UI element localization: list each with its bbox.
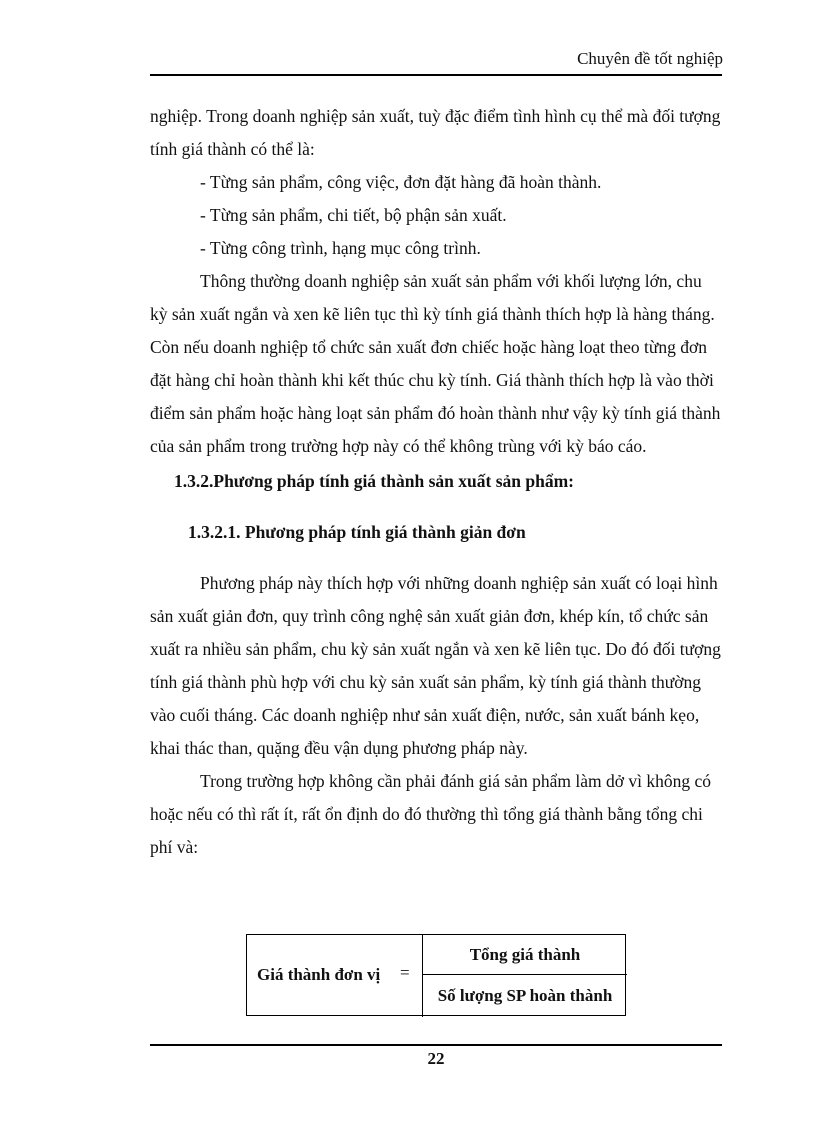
formula-denominator: Số lượng SP hoàn thành — [437, 986, 613, 1005]
subsection-heading: 1.3.2.1. Phương pháp tính giá thành giản đơn — [188, 522, 526, 542]
list-item: - Từng công trình, hạng mục công trình. — [200, 238, 481, 258]
running-header-title: Chuyên đề tốt nghiệp — [577, 49, 723, 68]
unit-cost-formula — [246, 934, 626, 1016]
paragraph-method: Phương pháp này thích hợp với những doanh nghiệp sản xuất có loại hình sản xuất giản đơn, quy trình công nghệ sản xuất giản đơn, khép kín, tổ chức sản xuất ra nhiều sản phẩm, chu kỳ sản xuất ngắn và xen kẽ liên tục. Do đó đối tượng tính giá thành phù hợp với chu kỳ sản xuất sản phẩm, kỳ tính giá thành thường vào cuối tháng. Các doanh nghiệp như sản xuất điện, nước, sản xuất bánh kẹo, khai thác than, quặng đều vận dụng phương pháp này. — [150, 573, 721, 758]
fraction-bar — [423, 974, 627, 975]
formula-label-cell — [247, 935, 423, 1017]
page-body — [150, 100, 722, 864]
section-heading: 1.3.2.Phương pháp tính giá thành sản xuất sản phẩm: — [174, 471, 574, 491]
list-item: - Từng sản phẩm, chi tiết, bộ phận sản xuất. — [200, 205, 507, 225]
paragraph-intro: nghiệp. Trong doanh nghiệp sản xuất, tuỳ đặc điểm tình hình cụ thể mà đối tượng tính giá thành có thể là: — [150, 106, 721, 159]
footer-divider — [150, 1044, 722, 1046]
page-number: 22 — [427, 1049, 445, 1068]
paragraph-period: Thông thường doanh nghiệp sản xuất sản phẩm với khối lượng lớn, chu kỳ sản xuất ngắn và xen kẽ liên tục thì kỳ tính giá thành thích hợp là hàng tháng. Còn nếu doanh nghiệp tổ chức sản xuất đơn chiếc hoặc hàng loạt theo từng đơn đặt hàng chỉ hoàn thành khi kết thúc chu kỳ tính. Giá thành thích hợp là vào thời điểm sản phẩm hoặc hàng loạt sản phẩm đó hoàn thành như vậy kỳ tính giá thành của sản phẩm trong trường hợp này có thể không trùng với kỳ báo cáo. — [150, 271, 721, 456]
list-item: - Từng sản phẩm, công việc, đơn đặt hàng đã hoàn thành. — [200, 172, 602, 192]
paragraph-cost: Trong trường hợp không cần phải đánh giá sản phẩm làm dở vì không có hoặc nếu có thì rất ít, rất ổn định do đó thường thì tổng giá thành bằng tổng chi phí và: — [150, 771, 711, 857]
header-divider — [150, 74, 722, 76]
formula-label: Giá thành đơn vị — [257, 965, 381, 984]
formula-equals: = — [400, 963, 410, 982]
formula-numerator: Tổng giá thành — [469, 945, 581, 964]
